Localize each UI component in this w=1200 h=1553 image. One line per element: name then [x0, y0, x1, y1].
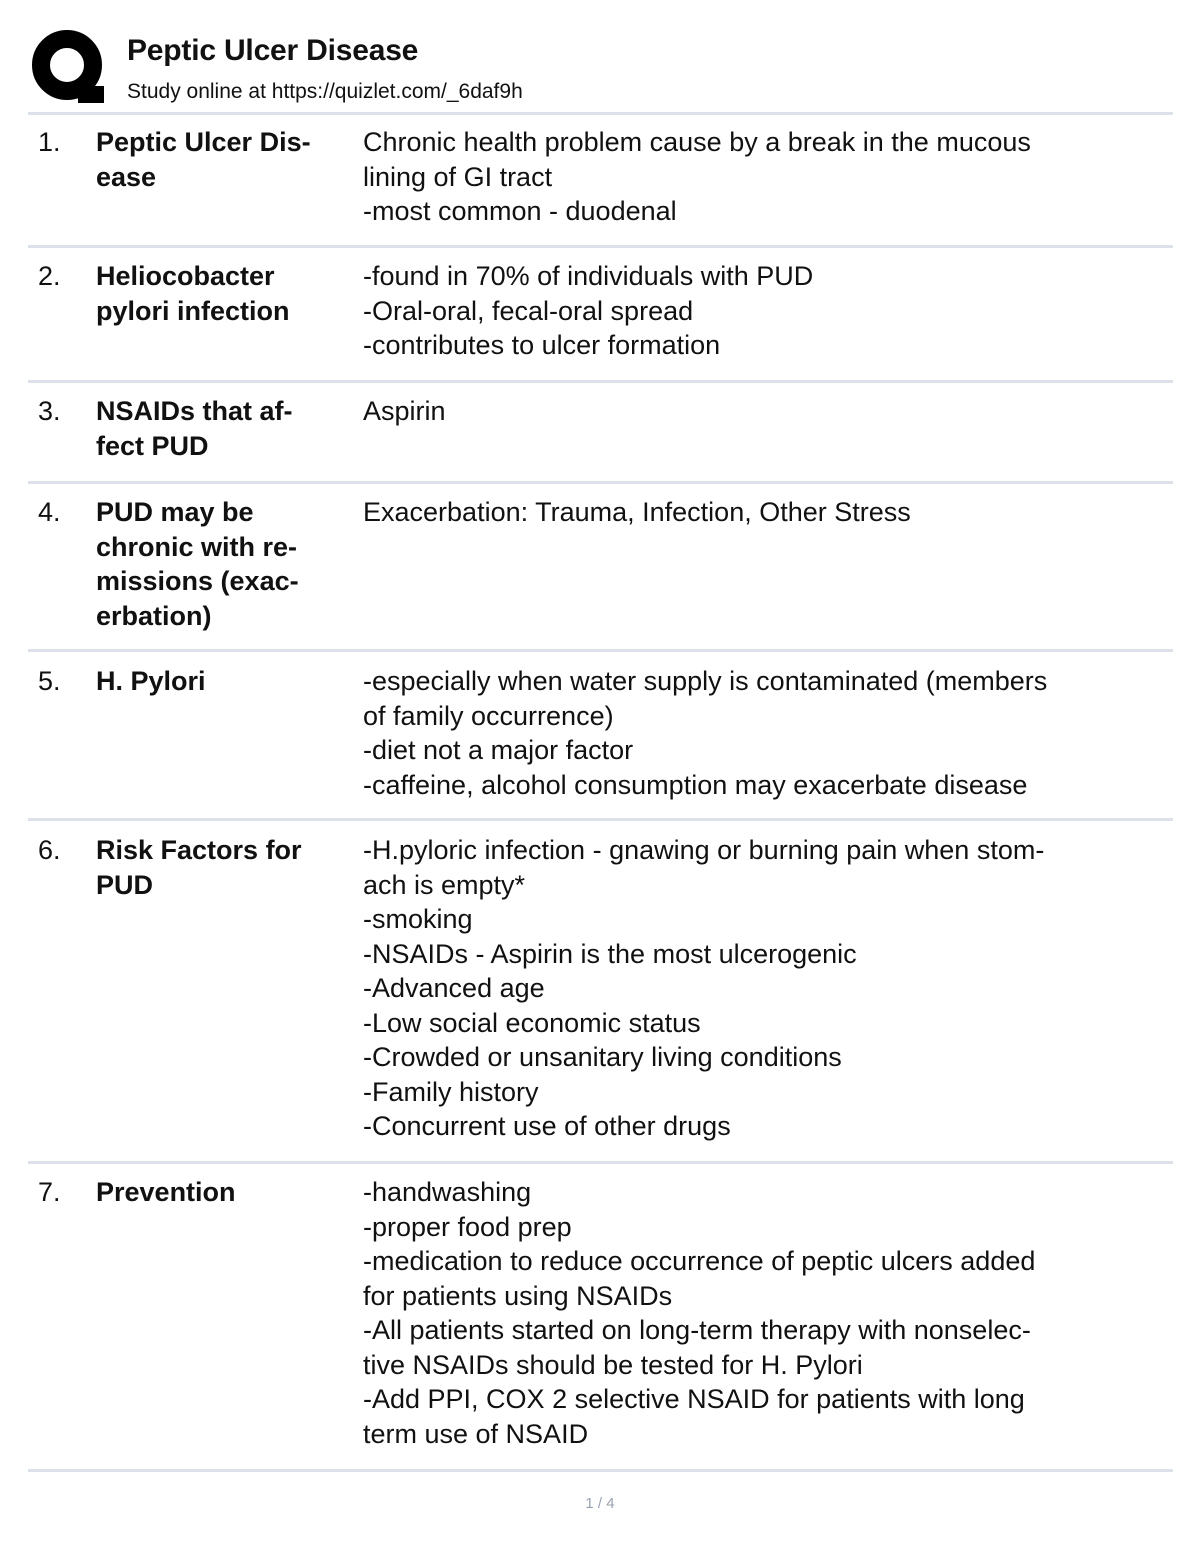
- page-number: 1 / 4: [585, 1495, 615, 1512]
- card-definition: -handwashing -proper food prep -medication to reduce occurrence of peptic ulcers added for patients using NSAIDs -All patients started on long-term therapy with nonselec- tive NSAIDs should be tested for H. Pylori -Add PPI, COX 2 selective NSAID for patients with long term use of NSAID: [363, 1177, 1036, 1449]
- divider: [28, 481, 1173, 484]
- card-number: 1.: [38, 127, 61, 157]
- card-term: NSAIDs that af- fect PUD: [96, 396, 293, 461]
- card-term: Prevention: [96, 1177, 236, 1207]
- card-definition: -H.pyloric infection - gnawing or burning pain when stom- ach is empty* -smoking -NSAIDs - Aspirin is the most ulcerogenic -Advanced age -Low social economic status -Crowded or unsanitary living conditions -Family history -Concurrent use of other drugs: [363, 835, 1045, 1141]
- divider: [28, 649, 1173, 652]
- card-number: 6.: [38, 835, 61, 865]
- card-definition: Aspirin: [363, 396, 446, 426]
- page-header: [30, 28, 1172, 112]
- card-number: 3.: [38, 396, 61, 426]
- card-number: 2.: [38, 261, 61, 291]
- divider: [28, 380, 1173, 383]
- divider: [28, 1469, 1173, 1472]
- card-term: PUD may be chronic with re- missions (exac- erbation): [96, 497, 299, 631]
- card-term: Peptic Ulcer Dis- ease: [96, 127, 311, 192]
- card-definition: Chronic health problem cause by a break in the mucous lining of GI tract -most common - duodenal: [363, 127, 1031, 226]
- divider: [28, 245, 1173, 248]
- card-definition: Exacerbation: Trauma, Infection, Other Stress: [363, 497, 911, 527]
- card-term: H. Pylori: [96, 666, 206, 696]
- card-term: Risk Factors for PUD: [96, 835, 302, 900]
- page-title: Peptic Ulcer Disease: [127, 34, 419, 67]
- quizlet-logo-icon: [30, 28, 108, 106]
- card-number: 4.: [38, 497, 61, 527]
- study-online-link[interactable]: Study online at https://quizlet.com/_6daf9h: [127, 80, 523, 103]
- divider: [28, 818, 1173, 821]
- card-number: 5.: [38, 666, 61, 696]
- card-number: 7.: [38, 1177, 61, 1207]
- card-definition: -especially when water supply is contaminated (members of family occurrence) -diet not a major factor -caffeine, alcohol consumption may exacerbate disease: [363, 666, 1048, 800]
- divider: [28, 1161, 1173, 1164]
- card-definition: -found in 70% of individuals with PUD -Oral-oral, fecal-oral spread -contributes to ulcer formation: [363, 261, 814, 360]
- divider: [28, 112, 1173, 115]
- card-term: Heliocobacter pylori infection: [96, 261, 290, 326]
